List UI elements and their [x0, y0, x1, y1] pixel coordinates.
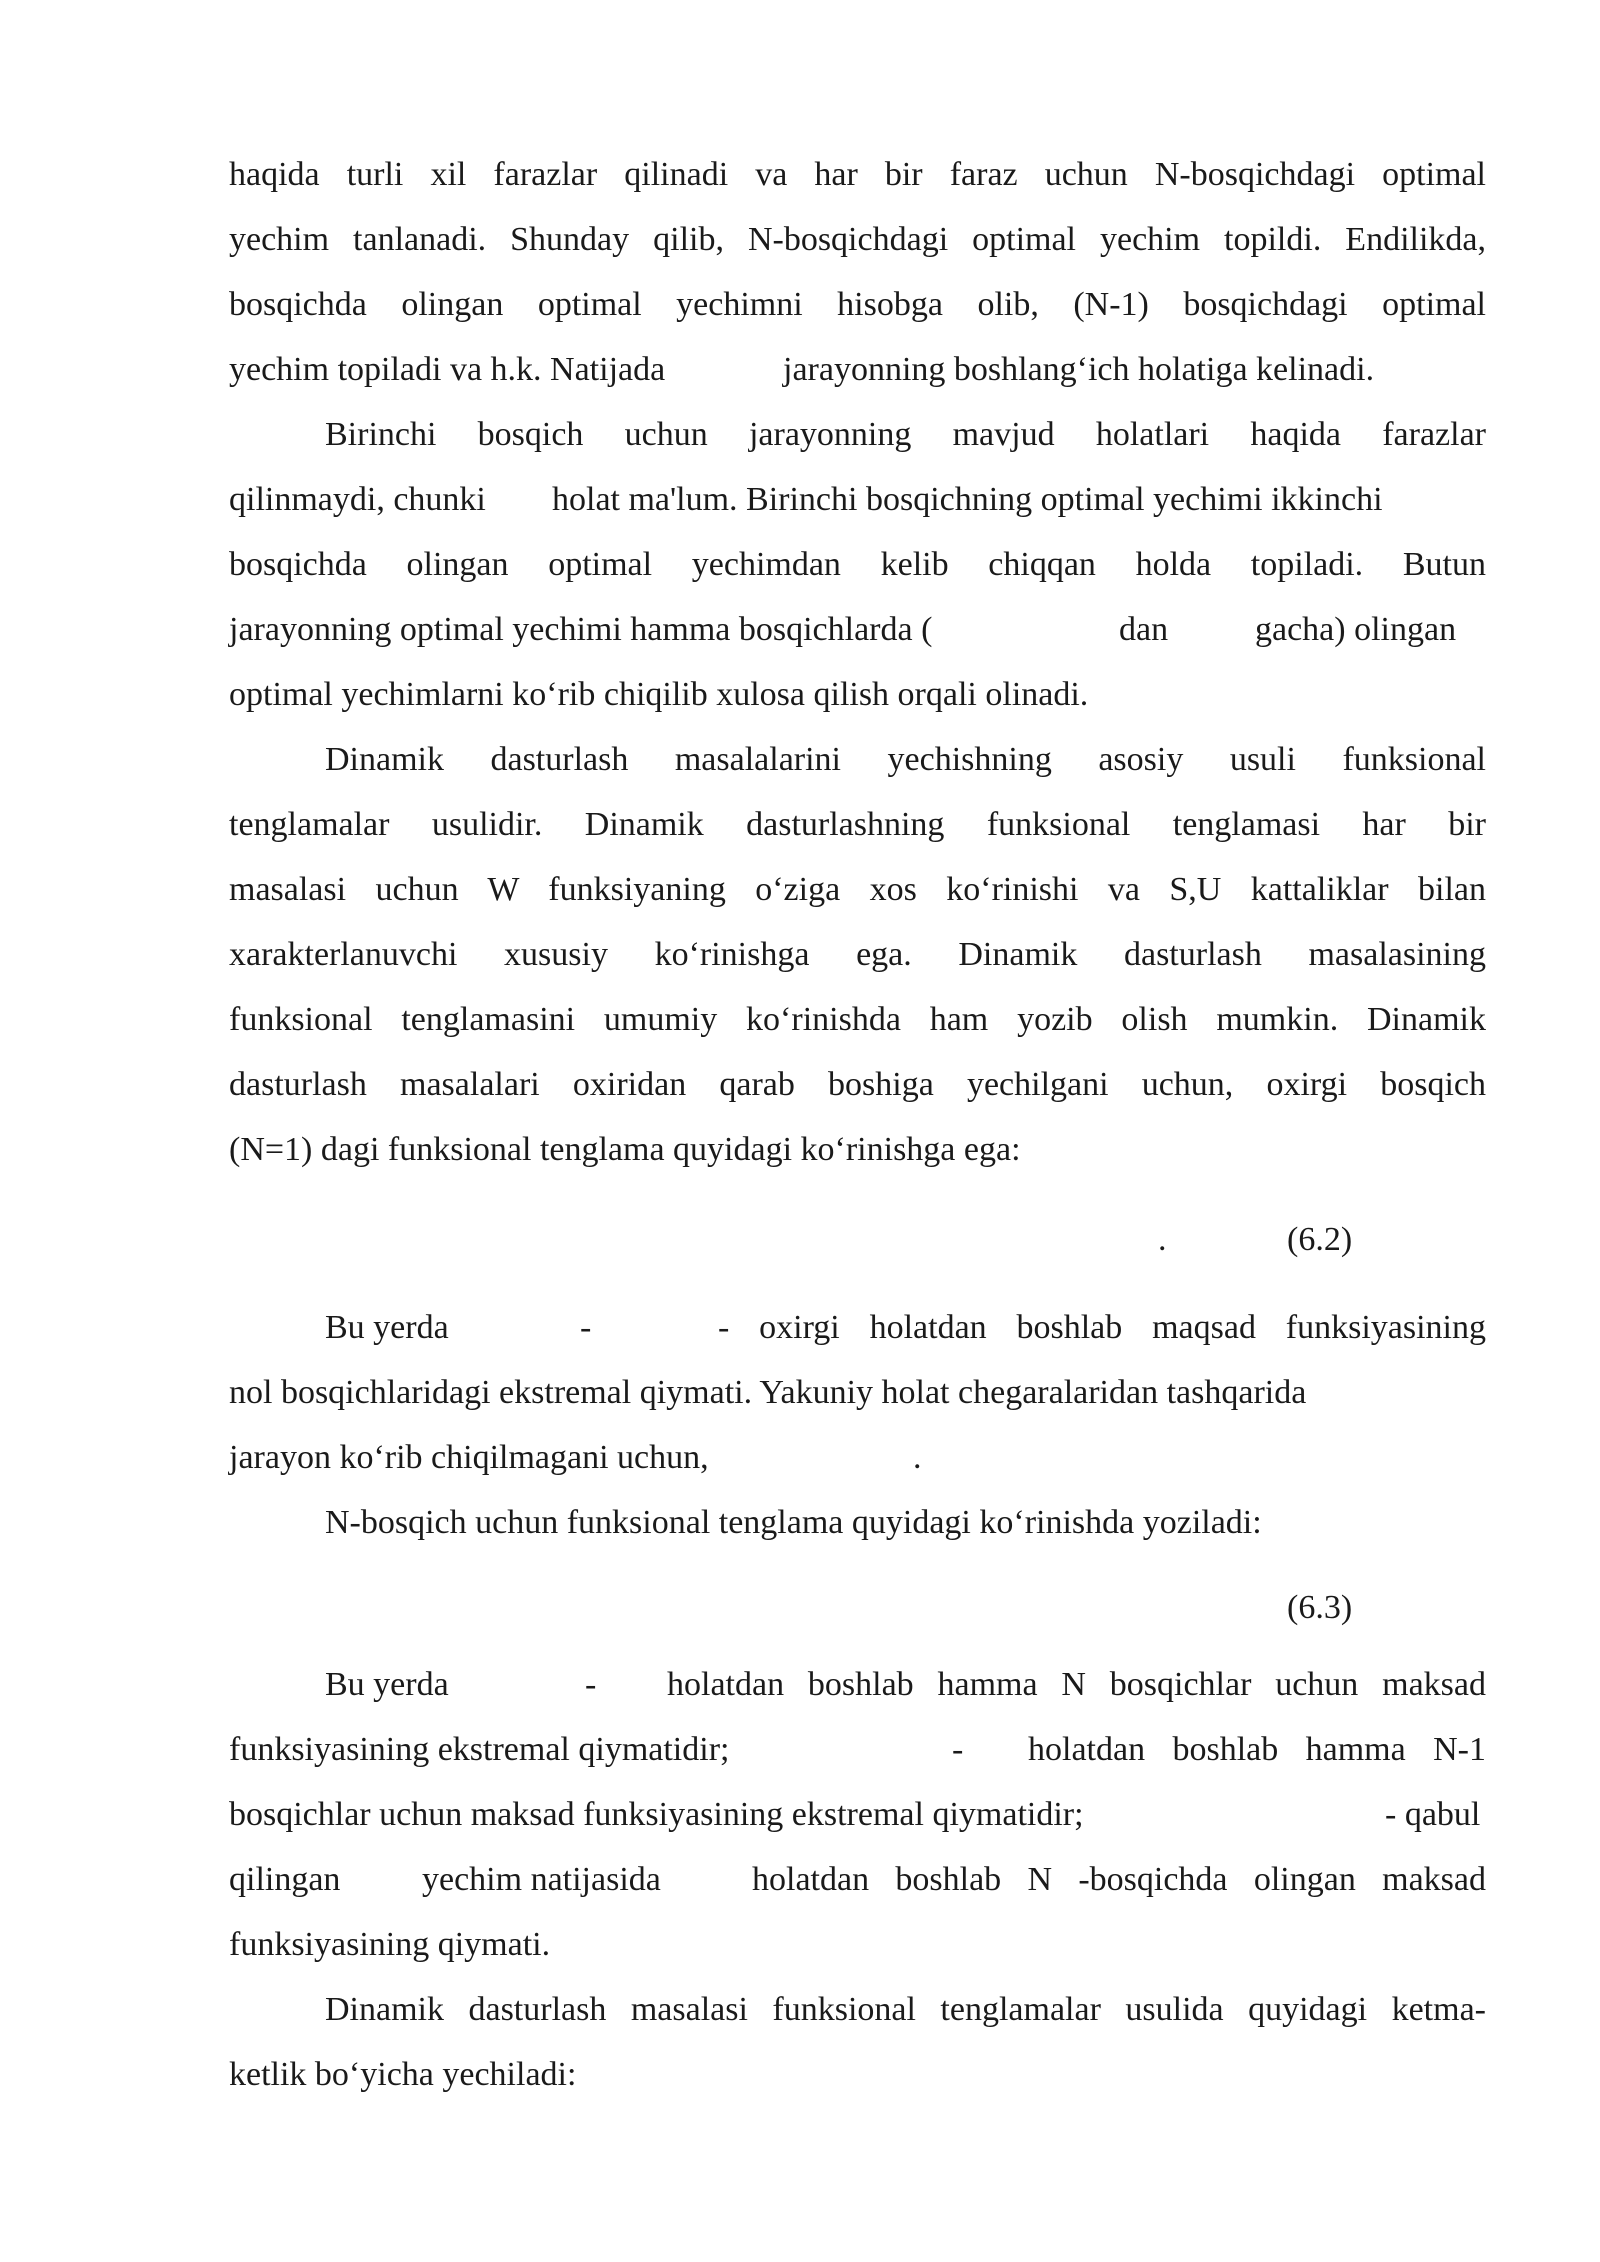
- text-segment: dan: [1119, 611, 1169, 648]
- text-segment: - qabul: [1385, 1796, 1481, 1833]
- text-segment: holatdan boshlab hamma N bosqichlar uchun maksad: [667, 1666, 1486, 1703]
- equation-number: (6.3): [1287, 1589, 1353, 1626]
- text-line: haqida turli xil farazlar qilinadi va har bir faraz uchun N-bosqichdagi optimal: [229, 156, 1486, 193]
- text-line: funksional tenglamasini umumiy ko‘rinishda ham yozib olish mumkin. Dinamik: [229, 1001, 1486, 1038]
- text-segment: yechim topiladi va h.k. Natijada: [229, 351, 666, 388]
- text-line: nol bosqichlaridagi ekstremal qiymati. Yakuniy holat chegaralaridan tashqarida: [229, 1374, 1307, 1411]
- text-segment: jarayonning boshlang‘ich holatiga kelinadi.: [783, 351, 1375, 388]
- text-line: ketlik bo‘yicha yechiladi:: [229, 2056, 577, 2093]
- text-segment: yechim natijasida: [422, 1861, 661, 1898]
- text-line: Birinchi bosqich uchun jarayonning mavjud holatlari haqida farazlar: [325, 416, 1486, 453]
- text-segment: holat ma'lum. Birinchi bosqichning optimal yechimi ikkinchi: [552, 481, 1383, 518]
- text-segment: qilingan: [229, 1861, 341, 1898]
- equation-number: (6.2): [1287, 1221, 1353, 1258]
- text-segment: - oxirgi holatdan boshlab maqsad funksiyasining: [718, 1309, 1486, 1346]
- text-line: Dinamik dasturlash masalalarini yechishning asosiy usuli funksional: [325, 741, 1486, 778]
- text-line: tenglamalar usulidir. Dinamik dasturlashning funksional tenglamasi har bir: [229, 806, 1486, 843]
- text-line: funksiyasining qiymati.: [229, 1926, 551, 1963]
- text-segment: N-bosqich uchun funksional tenglama quyidagi ko‘rinishda yoziladi:: [325, 1504, 1262, 1541]
- text-segment: qilinmaydi, chunki: [229, 481, 486, 518]
- text-segment: Bu yerda: [325, 1666, 449, 1703]
- text-segment: jarayon ko‘rib chiqilmagani uchun,: [229, 1439, 709, 1476]
- text-line: masalasi uchun W funksiyaning o‘ziga xos ko‘rinishi va S,U kattaliklar bilan: [229, 871, 1486, 908]
- text-segment: holatdan boshlab N -bosqichda olingan maksad: [752, 1861, 1486, 1898]
- text-segment: -: [580, 1309, 592, 1346]
- text-line: bosqichda olingan optimal yechimdan kelib chiqqan holda topiladi. Butun: [229, 546, 1486, 583]
- text-line: dasturlash masalalari oxiridan qarab boshiga yechilgani uchun, oxirgi bosqich: [229, 1066, 1486, 1103]
- text-line: (N=1) dagi funksional tenglama quyidagi ko‘rinishga ega:: [229, 1131, 1021, 1168]
- text-line: yechim tanlanadi. Shunday qilib, N-bosqichdagi optimal yechim topildi. Endilikda,: [229, 221, 1486, 258]
- text-segment: holatdan boshlab hamma N-1: [1028, 1731, 1486, 1768]
- text-segment: .: [913, 1439, 922, 1476]
- text-line: optimal yechimlarni ko‘rib chiqilib xulosa qilish orqali olinadi.: [229, 676, 1089, 713]
- text-line: bosqichda olingan optimal yechimni hisobga olib, (N-1) bosqichdagi optimal: [229, 286, 1486, 323]
- text-segment: jarayonning optimal yechimi hamma bosqichlarda (: [229, 611, 933, 648]
- text-segment: funksiyasining ekstremal qiymatidir;: [229, 1731, 730, 1768]
- text-segment: bosqichlar uchun maksad funksiyasining ekstremal qiymatidir;: [229, 1796, 1084, 1833]
- text-segment: -: [952, 1731, 964, 1768]
- equation-period: .: [1158, 1221, 1167, 1258]
- text-segment: -: [585, 1666, 597, 1703]
- text-line: Dinamik dasturlash masalasi funksional tenglamalar usulida quyidagi ketma-: [325, 1991, 1486, 2028]
- text-segment: Bu yerda: [325, 1309, 449, 1346]
- text-segment: gacha) olingan: [1255, 611, 1457, 648]
- text-line: xarakterlanuvchi xususiy ko‘rinishga ega. Dinamik dasturlash masalasining: [229, 936, 1486, 973]
